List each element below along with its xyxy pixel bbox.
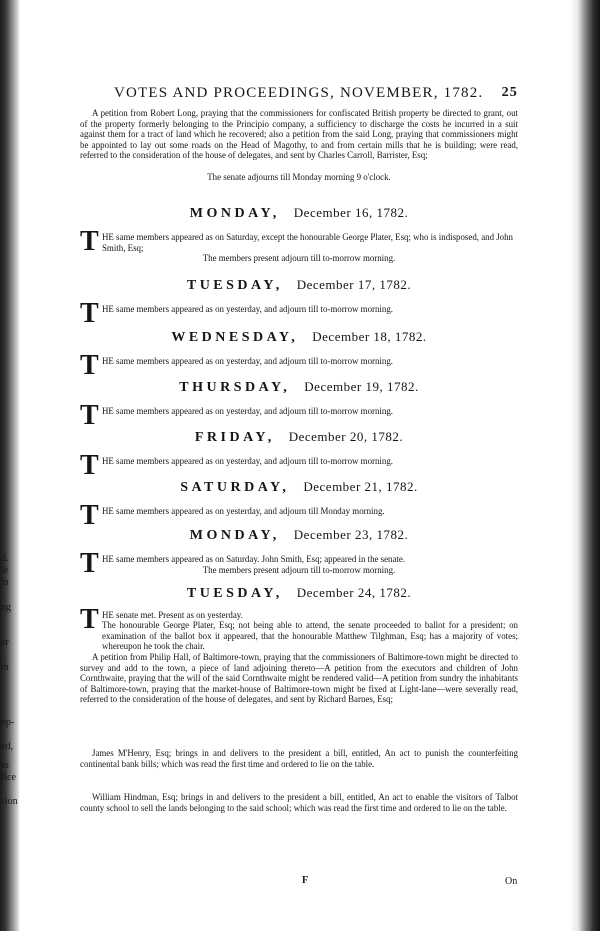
day-weekday: SATURDAY,	[180, 480, 290, 495]
day-date: December 19, 1782.	[304, 379, 419, 394]
day-weekday: MONDAY,	[189, 206, 280, 221]
day-heading	[80, 379, 518, 395]
day-heading	[80, 479, 518, 495]
day-entry	[80, 500, 518, 531]
day-entry	[80, 400, 518, 431]
day-date: December 21, 1782.	[303, 479, 418, 494]
day-date: December 17, 1782.	[296, 277, 412, 292]
margin-fragment: le	[1, 565, 9, 576]
day-heading	[80, 527, 518, 543]
margin-fragment: ed,	[1, 741, 13, 752]
entry-adjourn-text: The members present adjourn till to-morrow morning.	[202, 253, 396, 263]
running-head-title: VOTES AND PROCEEDINGS, NOVEMBER, 1782.	[114, 85, 484, 101]
drop-cap: T	[80, 548, 99, 579]
page-number: 25	[501, 85, 518, 100]
signature-mark: F	[302, 875, 309, 886]
day-weekday: MONDAY,	[189, 528, 280, 543]
entry-text: HE same members appeared as on yesterday, and adjourn till Monday morning.	[102, 506, 385, 516]
day-date: December 18, 1782.	[312, 329, 427, 344]
president-ballot-paragraph: The honourable George Plater, Esq; not being able to attend, the senate proceeded to ballot for a president; on examination of the ballot box it appeared, that the honourable Matthew Tilghman, Esq; has a majority of votes; whereupon he took the chair.	[102, 620, 518, 652]
drop-cap: T	[80, 450, 99, 481]
senate-adjourn-note: The senate adjourns till Monday morning 9 o'clock.	[207, 172, 391, 182]
day-entry	[80, 350, 518, 381]
day-entry	[80, 226, 518, 266]
drop-cap: T	[80, 604, 99, 635]
margin-fragment: to	[1, 760, 9, 771]
day-heading	[80, 329, 518, 345]
drop-cap: T	[80, 400, 99, 431]
entry-text: HE same members appeared as on Saturday. John Smith, Esq; appeared in the senate.	[102, 554, 406, 564]
entry-text: HE same members appeared as on yesterday, and adjourn till to-morrow morning.	[102, 356, 393, 366]
bank-bills-paragraph: James M'Henry, Esq; brings in and delivers to the president a bill, entitled, An act to punish the counterfeiting continental bank bills; which was read the first time and ordered to lie on the table.	[80, 748, 518, 769]
day-heading	[80, 585, 518, 601]
catchword: On	[505, 876, 518, 887]
day-heading	[80, 277, 518, 293]
margin-fragment: er	[1, 637, 9, 648]
margin-fragment: d.	[1, 553, 9, 564]
day-date: December 23, 1782.	[293, 527, 409, 542]
day-heading	[80, 429, 518, 445]
day-heading	[80, 205, 518, 221]
margin-fragment: in	[1, 577, 9, 588]
day-entry	[80, 298, 518, 329]
day-date: December 20, 1782.	[288, 429, 404, 444]
margin-fragment: op-	[1, 717, 15, 728]
entry-adjourn-text: The members present adjourn till to-morrow morning.	[202, 565, 396, 575]
margin-fragment: ng	[1, 602, 11, 613]
day-weekday: FRIDAY,	[194, 430, 275, 445]
day-weekday: THURSDAY,	[179, 380, 291, 395]
drop-cap: T	[80, 350, 99, 381]
drop-cap: T	[80, 500, 99, 531]
entry-text: HE same members appeared as on yesterday, and adjourn till to-morrow morning.	[102, 406, 393, 416]
day-weekday: TUESDAY,	[186, 586, 283, 601]
page-edge-shadow	[570, 0, 600, 931]
entry-text: HE same members appeared as on yesterday, and adjourn till to-morrow morning.	[102, 456, 393, 466]
petition-robert-long: A petition from Robert Long, praying that the commissioners for confiscated British property be directed to grant, out of the property formerly belonging to the Principio company, a sufficiency to discharge the costs he incurred in a suit against them for a tract of land which he recovered; also a petition from the said Long, praying that commissioners might be appointed to lay out some roads on the Head of Magothy, to and from certain mills that he is building; were read, referred to the consideration of the house of delegates, and sent by Charles Carroll, Barrister, Esq;	[80, 108, 518, 161]
talbot-school-paragraph: William Hindman, Esq; brings in and delivers to the president a bill, entitled, An act to enable the visitors of Talbot county school to sell the lands belonging to the said school; which was read the first time and ordered to lie on the table.	[80, 792, 518, 813]
day-date: December 16, 1782.	[293, 205, 409, 220]
day-entry	[80, 450, 518, 481]
document-page	[80, 84, 518, 924]
previous-page-margin	[0, 0, 40, 931]
drop-cap: T	[80, 226, 99, 257]
entry-text: HE same members appeared as on Saturday, except the honourable George Plater, Esq; who is indisposed, and John Smith, Esq;	[102, 232, 513, 253]
running-head	[80, 85, 518, 106]
drop-cap: T	[80, 298, 99, 329]
day-weekday: TUESDAY,	[186, 278, 283, 293]
petitions-paragraph: A petition from Philip Hall, of Baltimore-town, praying that the commissioners of Baltimore-town might be directed to survey and add to the town, a piece of land adjoining thereto—A petition from the executors and children of John Cornthwaite, praying that the will of the said Cornthwaite might be rendered valid—A petition from sundry the inhabitants of Baltimore-town, praying that the market-house of Baltimore-town might be fixed at Light-lane—were severally read, referred to the consideration of the house of delegates, and sent by Richard Barnes, Esq;	[80, 652, 518, 705]
day-weekday: WEDNESDAY,	[171, 330, 299, 345]
entry-text: HE same members appeared as on yesterday, and adjourn till to-morrow morning.	[102, 304, 393, 314]
day-entry	[80, 548, 518, 586]
margin-fragment: th	[1, 662, 9, 673]
margin-fragment: sion	[1, 796, 18, 807]
margin-fragment: fice	[1, 772, 16, 783]
day-date: December 24, 1782.	[296, 585, 412, 600]
entry-text: HE senate met. Present as on yesterday.	[102, 610, 243, 620]
